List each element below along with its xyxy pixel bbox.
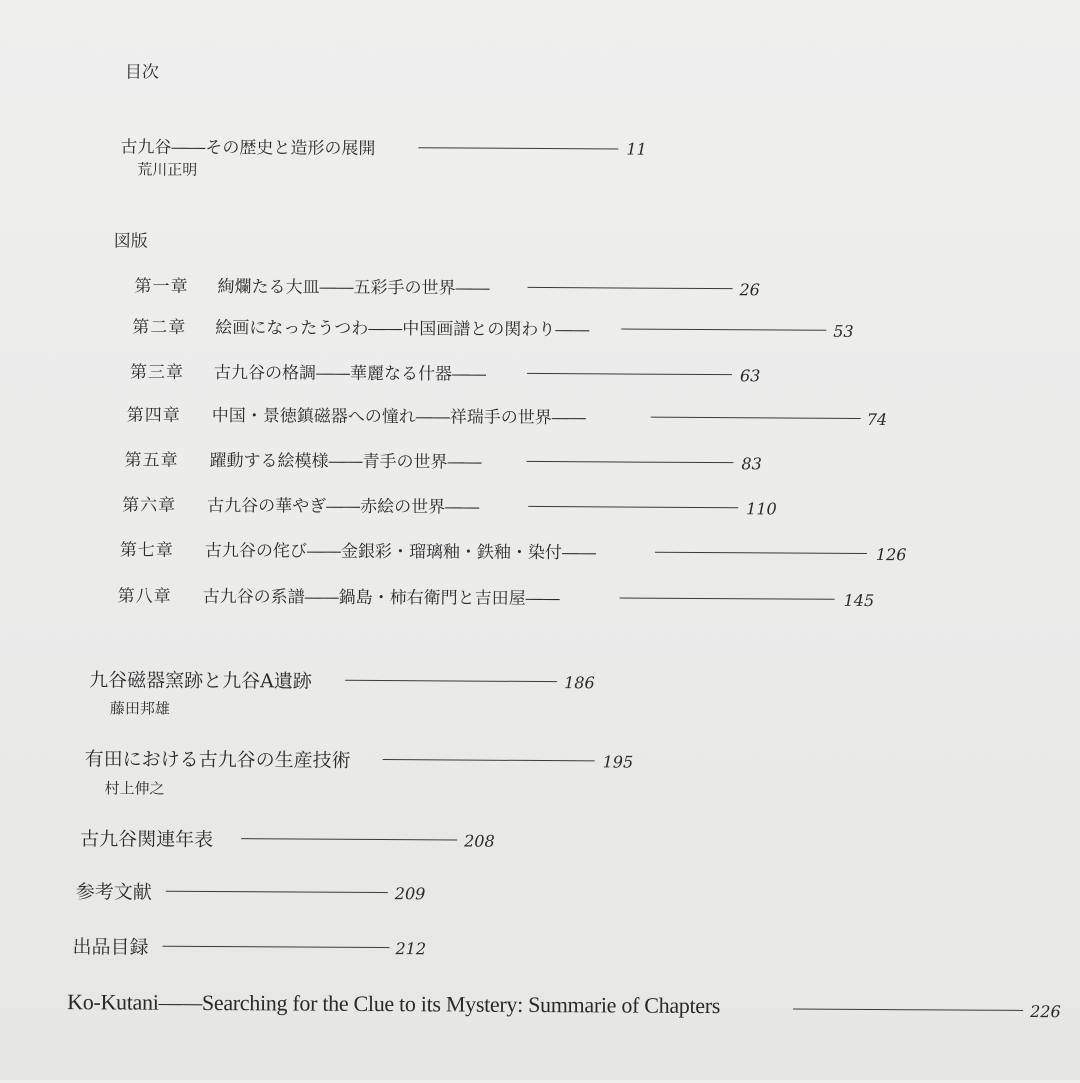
chapter-number: 第八章: [117, 586, 172, 607]
chapter-number: 第七章: [119, 540, 174, 561]
toc-entry-essay3-title: 有田における古九谷の生産技術: [84, 748, 351, 772]
toc-entry-english-summary: Ko-Kutani――Searching for the Clue to its Mystery: Summarie of Chapters: [67, 989, 721, 1019]
page-number: 74: [866, 409, 888, 430]
page-number: 186: [564, 673, 595, 693]
toc-heading: 目次: [124, 62, 159, 83]
leader-line: [620, 597, 835, 599]
chapter-title: 古九谷の侘び――金銀彩・瑠璃釉・鉄釉・染付――: [204, 540, 596, 564]
chapter-number: 第六章: [122, 495, 177, 516]
page-number: 26: [739, 280, 760, 300]
leader-line: [793, 1009, 1023, 1011]
author-name: 荒川正明: [137, 160, 198, 179]
leader-line: [418, 147, 618, 149]
chapter-title: 躍動する絵模様――青手の世界――: [209, 450, 482, 473]
page-number: 208: [464, 831, 495, 851]
page-number: 195: [602, 752, 634, 772]
page-number: 126: [875, 545, 907, 565]
page-number: 63: [739, 366, 761, 386]
chapter-title: 絢爛たる大皿――五彩手の世界――: [217, 277, 490, 299]
plates-heading: 図版: [113, 231, 148, 252]
chapter-title: 絵画になったうつわ――中国画譜との関わり――: [215, 318, 590, 341]
leader-line: [528, 506, 738, 508]
page-number: 83: [741, 454, 762, 474]
chapter-title: 中国・景徳鎮磁器への憧れ――祥瑞手の世界――: [211, 405, 586, 429]
page-number: 11: [626, 139, 647, 159]
chapter-title: 古九谷の華やぎ――赤絵の世界――: [207, 495, 480, 518]
chapter-title: 古九谷の系譜――鍋島・柿右衛門と吉田屋――: [202, 586, 560, 610]
page-number: 226: [1030, 1002, 1061, 1022]
leader-line: [163, 946, 390, 948]
leader-line: [655, 552, 867, 554]
leader-line: [383, 759, 595, 761]
leader-line: [527, 373, 732, 375]
toc-entry-references: 参考文献: [75, 881, 152, 904]
leader-line: [526, 461, 733, 463]
chapter-number: 第五章: [124, 450, 179, 471]
leader-line: [651, 417, 861, 419]
toc-entry-essay1-title: 古九谷――その歴史と造形の展開: [120, 137, 376, 159]
chapter-number: 第一章: [134, 276, 189, 297]
leader-line: [621, 328, 826, 330]
chapter-number: 第三章: [129, 362, 185, 383]
page-number: 209: [394, 884, 426, 904]
page-number: 212: [395, 939, 427, 959]
chapter-title: 古九谷の格調――華麗なる什器――: [213, 363, 487, 385]
toc-entry-essay2-title: 九谷磁器窯跡と九谷A遺跡: [89, 669, 312, 693]
leader-line: [241, 838, 457, 840]
author-name: 村上伸之: [104, 779, 165, 798]
chapter-number: 第二章: [132, 317, 187, 338]
leader-line: [345, 680, 557, 682]
author-name: 藤田邦雄: [109, 699, 171, 718]
page-number: 145: [843, 590, 875, 611]
page-number: 110: [746, 499, 777, 519]
leader-line: [528, 287, 733, 289]
leader-line: [166, 891, 388, 893]
page-number: 53: [833, 321, 854, 341]
toc-entry-catalog: 出品目録: [72, 936, 149, 959]
toc-entry-chronology: 古九谷関連年表: [80, 828, 214, 852]
chapter-number: 第四章: [126, 405, 181, 426]
